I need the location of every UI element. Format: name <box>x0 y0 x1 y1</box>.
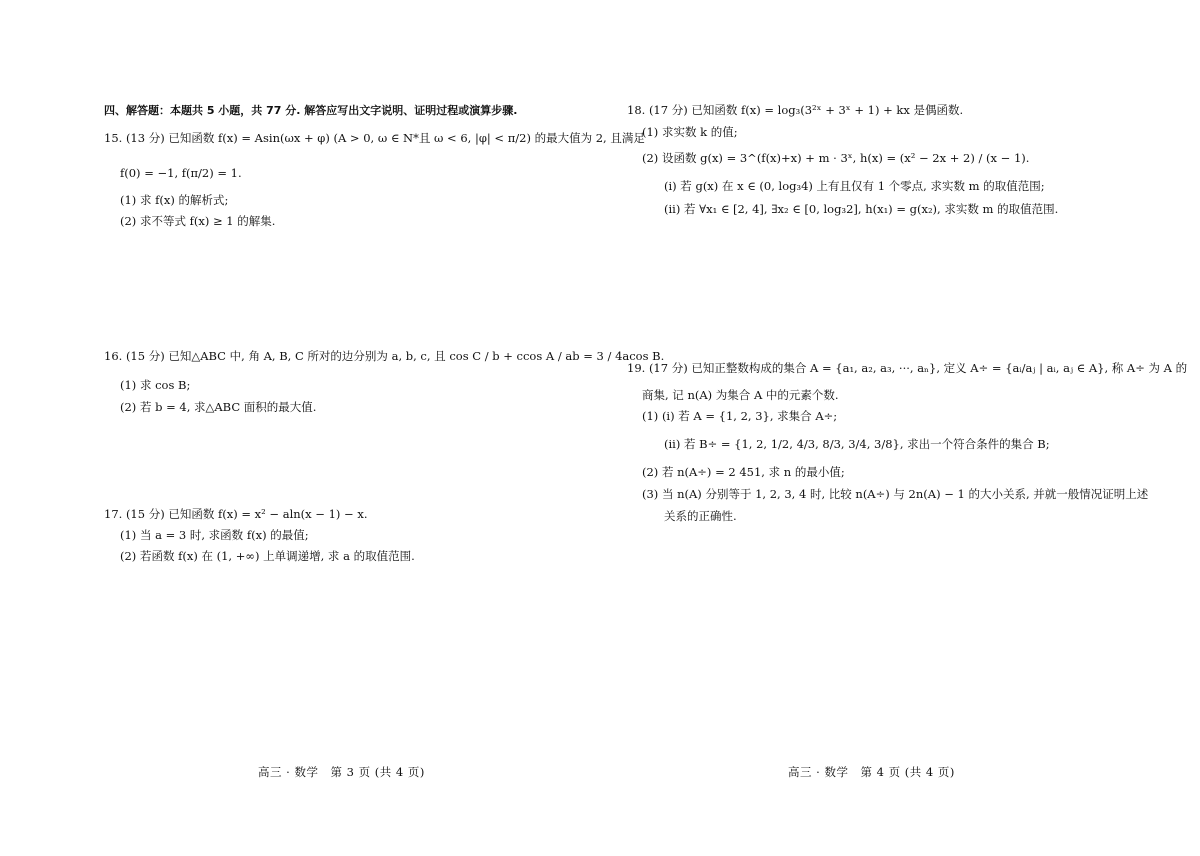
q16-part-2: (2) 若 b = 4, 求△ABC 面积的最大值. <box>120 400 317 414</box>
q18-part-2-i: (i) 若 g(x) 在 x ∈ (0, log₃4) 上有且仅有 1 个零点, 求实数 m 的取值范围; <box>664 179 1045 193</box>
q19-stem: 19. (17 分) 已知正整数构成的集合 A = {a₁, a₂, a₃, ···, aₙ}, 定义 A÷ = {aᵢ/aⱼ | aᵢ, aⱼ ∈ A}, 称 A÷ 为 A 的 <box>627 361 1188 375</box>
page-footer: 高三 · 数学 第 3 页 (共 4 页) <box>258 765 425 779</box>
q17-part-2: (2) 若函数 f(x) 在 (1, +∞) 上单调递增, 求 a 的取值范围. <box>120 549 415 563</box>
q15-part-2: (2) 求不等式 f(x) ≥ 1 的解集. <box>120 214 276 228</box>
q17-part-1: (1) 当 a = 3 时, 求函数 f(x) 的最值; <box>120 528 309 542</box>
q19-part-3: (3) 当 n(A) 分别等于 1, 2, 3, 4 时, 比较 n(A÷) 与 2n(A) − 1 的大小关系, 并就一般情况证明上述 <box>642 487 1149 501</box>
q17-stem: 17. (15 分) 已知函数 f(x) = x² − aln(x − 1) − x. <box>104 507 368 521</box>
page-footer: 高三 · 数学 第 4 页 (共 4 页) <box>788 765 955 779</box>
q18-part-2-ii: (ii) 若 ∀x₁ ∈ [2, 4], ∃x₂ ∈ [0, log₃2], h(x₁) = g(x₂), 求实数 m 的取值范围. <box>664 202 1059 216</box>
q15-part-1: (1) 求 f(x) 的解析式; <box>120 193 229 207</box>
q18-part-1: (1) 求实数 k 的值; <box>642 125 738 139</box>
q15-stem-cont: f(0) = −1, f(π/2) = 1. <box>120 166 242 180</box>
q16-part-1: (1) 求 cos B; <box>120 378 191 392</box>
q19-part-1-ii: (ii) 若 B÷ = {1, 2, 1/2, 4/3, 8/3, 3/4, 3/8}, 求出一个符合条件的集合 B; <box>664 437 1050 451</box>
q19-part-1-i: (1) (i) 若 A = {1, 2, 3}, 求集合 A÷; <box>642 409 838 423</box>
section-heading: 四、解答题：本题共 5 小题，共 77 分. 解答应写出文字说明、证明过程或演算步骤. <box>104 104 518 117</box>
q16-stem: 16. (15 分) 已知△ABC 中, 角 A, B, C 所对的边分别为 a, b, c, 且 cos C / b + ccos A / ab = 3 / 4acos B. <box>104 349 665 363</box>
q19-part-2: (2) 若 n(A÷) = 2 451, 求 n 的最小值; <box>642 465 845 479</box>
q15-stem: 15. (13 分) 已知函数 f(x) = Asin(ωx + φ) (A > 0, ω ∈ N*且 ω < 6, |φ| < π/2) 的最大值为 2, 且满足 <box>104 131 645 145</box>
q18-stem: 18. (17 分) 已知函数 f(x) = log₃(3²ˣ + 3ˣ + 1) + kx 是偶函数. <box>627 103 964 117</box>
q19-part-3-cont: 关系的正确性. <box>664 509 737 523</box>
q18-part-2: (2) 设函数 g(x) = 3^(f(x)+x) + m · 3ˣ, h(x) = (x² − 2x + 2) / (x − 1). <box>642 151 1030 165</box>
exam-page-4 <box>600 0 1200 856</box>
q19-stem-cont: 商集, 记 n(A) 为集合 A 中的元素个数. <box>642 388 839 402</box>
